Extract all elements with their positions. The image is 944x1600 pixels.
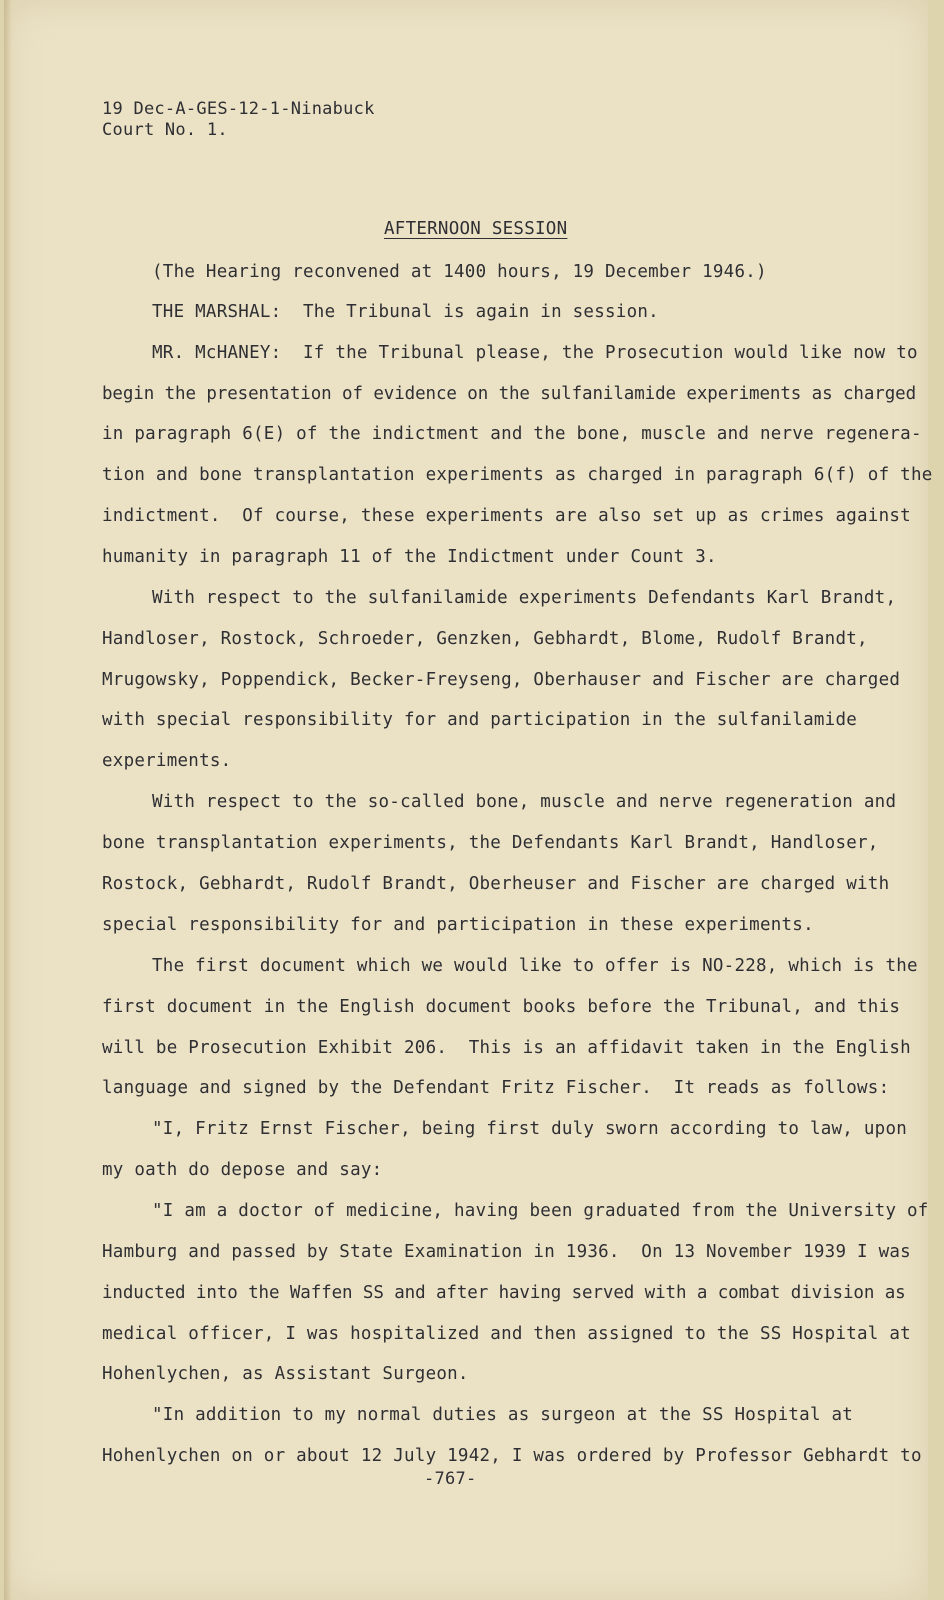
body-line: language and signed by the Defendant Fritz Fischer. It reads as follows: (102, 1078, 890, 1098)
body-line: "I, Fritz Ernst Fischer, being first duly sworn according to law, upon (152, 1119, 908, 1139)
body-line: The first document which we would like to offer is NO-228, which is the (152, 956, 918, 976)
body-line: medical officer, I was hospitalized and then assigned to the SS Hospital at (102, 1324, 911, 1344)
body-line: will be Prosecution Exhibit 206. This is an affidavit taken in the English (102, 1038, 911, 1058)
page-number: -767- (424, 1469, 477, 1489)
body-line: Hohenlychen on or about 12 July 1942, I was ordered by Professor Gebhardt to (102, 1446, 922, 1466)
body-line: Handloser, Rostock, Schroeder, Genzken, Gebhardt, Blome, Rudolf Brandt, (102, 629, 868, 649)
body-line: special responsibility for and participation in these experiments. (102, 915, 814, 935)
body-line: With respect to the so-called bone, muscle and nerve regeneration and (152, 792, 897, 812)
page-edge-shadow (4, 0, 12, 1600)
header-court: Court No. 1. (102, 120, 228, 140)
body-line: experiments. (102, 751, 232, 771)
body-line: Hohenlychen, as Assistant Surgeon. (102, 1364, 469, 1384)
body-line: tion and bone transplantation experiments as charged in paragraph 6(f) of the (102, 465, 933, 485)
body-line: THE MARSHAL: The Tribunal is again in session. (152, 302, 659, 322)
body-line: "I am a doctor of medicine, having been graduated from the University of (152, 1201, 929, 1221)
body-line: Mrugowsky, Poppendick, Becker-Freyseng, Oberhauser and Fischer are charged (102, 670, 901, 690)
body-line: begin the presentation of evidence on the sulfanilamide experiments as charged (102, 384, 916, 404)
body-line: MR. McHANEY: If the Tribunal please, the Prosecution would like now to (152, 343, 918, 363)
body-line: (The Hearing reconvened at 1400 hours, 19 December 1946.) (152, 262, 767, 282)
session-title: AFTERNOON SESSION (384, 219, 568, 239)
body-line: humanity in paragraph 11 of the Indictment under Count 3. (102, 547, 717, 567)
body-line: my oath do depose and say: (102, 1160, 383, 1180)
body-line: "In addition to my normal duties as surgeon at the SS Hospital at (152, 1405, 854, 1425)
body-line: first document in the English document books before the Tribunal, and this (102, 997, 901, 1017)
body-line: in paragraph 6(E) of the indictment and the bone, muscle and nerve regenera- (102, 424, 922, 444)
document-page (4, 0, 933, 1600)
body-line: With respect to the sulfanilamide experiments Defendants Karl Brandt, (152, 588, 897, 608)
header-reference: 19 Dec-A-GES-12-1-Ninabuck (102, 99, 375, 119)
body-line: Hamburg and passed by State Examination in 1936. On 13 November 1939 I was (102, 1242, 911, 1262)
body-line: Rostock, Gebhardt, Rudolf Brandt, Oberheuser and Fischer are charged with (102, 874, 890, 894)
body-line: with special responsibility for and participation in the sulfanilamide (102, 710, 858, 730)
body-line: inducted into the Waffen SS and after having served with a combat division as (102, 1283, 906, 1303)
body-line: indictment. Of course, these experiments are also set up as crimes against (102, 506, 911, 526)
body-line: bone transplantation experiments, the Defendants Karl Brandt, Handloser, (102, 833, 879, 853)
